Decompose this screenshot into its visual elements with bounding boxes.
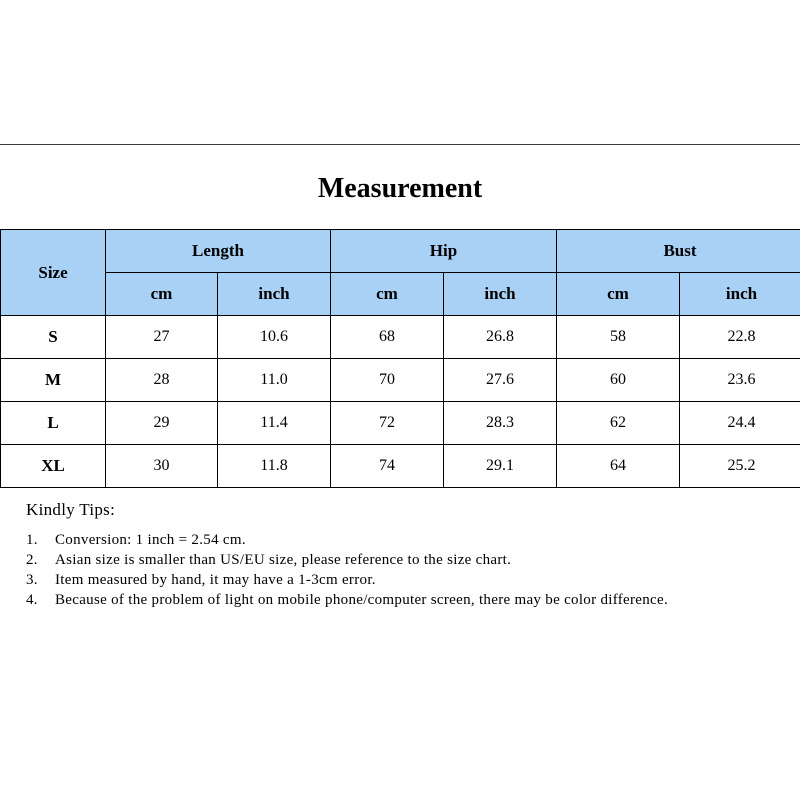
table-cell: 23.6 xyxy=(680,359,800,402)
list-item-text: Because of the problem of light on mobile phone/computer screen, there may be color difference. xyxy=(55,592,669,608)
list-item-number: 3. xyxy=(26,572,38,588)
table-cell: 74 xyxy=(331,445,444,488)
table-cell: 29.1 xyxy=(444,445,557,488)
table-cell: 11.8 xyxy=(218,445,331,488)
size-label: S xyxy=(1,316,106,359)
table-cell: 68 xyxy=(331,316,444,359)
list-item-number: 2. xyxy=(26,552,38,568)
list-item-number: 4. xyxy=(26,592,38,608)
kindly-tips xyxy=(26,500,746,610)
list-item-text: Asian size is smaller than US/EU size, please reference to the size chart. xyxy=(55,552,512,568)
bust-cm-header: cm xyxy=(557,273,680,316)
size-label: M xyxy=(1,359,106,402)
table-row xyxy=(1,359,800,402)
group-header-row xyxy=(1,230,800,273)
list-item xyxy=(26,550,746,570)
table-cell: 28.3 xyxy=(444,402,557,445)
list-item xyxy=(26,530,746,550)
hip-cm-header: cm xyxy=(331,273,444,316)
top-divider xyxy=(0,144,800,145)
table-row xyxy=(1,316,800,359)
table-cell: 24.4 xyxy=(680,402,800,445)
hip-inch-header: inch xyxy=(444,273,557,316)
page-title: Measurement xyxy=(317,173,483,204)
list-item xyxy=(26,570,746,590)
table-row xyxy=(1,402,800,445)
size-column-header: Size xyxy=(1,230,106,316)
length-group-header: Length xyxy=(106,230,331,273)
table-cell: 27.6 xyxy=(444,359,557,402)
list-item-number: 1. xyxy=(26,532,38,548)
size-chart-table xyxy=(0,229,800,488)
table-cell: 58 xyxy=(557,316,680,359)
table-cell: 72 xyxy=(331,402,444,445)
table-cell: 70 xyxy=(331,359,444,402)
table-row xyxy=(1,445,800,488)
list-item-text: Item measured by hand, it may have a 1-3cm error. xyxy=(55,572,376,588)
table-cell: 22.8 xyxy=(680,316,800,359)
table-cell: 62 xyxy=(557,402,680,445)
table-cell: 11.4 xyxy=(218,402,331,445)
table-cell: 64 xyxy=(557,445,680,488)
bust-inch-header: inch xyxy=(680,273,800,316)
list-item xyxy=(26,590,746,610)
table-cell: 11.0 xyxy=(218,359,331,402)
size-label: XL xyxy=(1,445,106,488)
table-cell: 10.6 xyxy=(218,316,331,359)
hip-group-header: Hip xyxy=(331,230,557,273)
table-cell: 25.2 xyxy=(680,445,800,488)
bust-group-header: Bust xyxy=(557,230,800,273)
table-cell: 30 xyxy=(106,445,218,488)
size-label: L xyxy=(1,402,106,445)
table-cell: 26.8 xyxy=(444,316,557,359)
tips-list xyxy=(26,530,746,610)
unit-header-row xyxy=(1,273,800,316)
table-cell: 60 xyxy=(557,359,680,402)
table-cell: 29 xyxy=(106,402,218,445)
length-cm-header: cm xyxy=(106,273,218,316)
tips-heading: Kindly Tips: xyxy=(26,500,116,519)
table-cell: 28 xyxy=(106,359,218,402)
length-inch-header: inch xyxy=(218,273,331,316)
table-cell: 27 xyxy=(106,316,218,359)
list-item-text: Conversion: 1 inch = 2.54 cm. xyxy=(55,532,246,548)
